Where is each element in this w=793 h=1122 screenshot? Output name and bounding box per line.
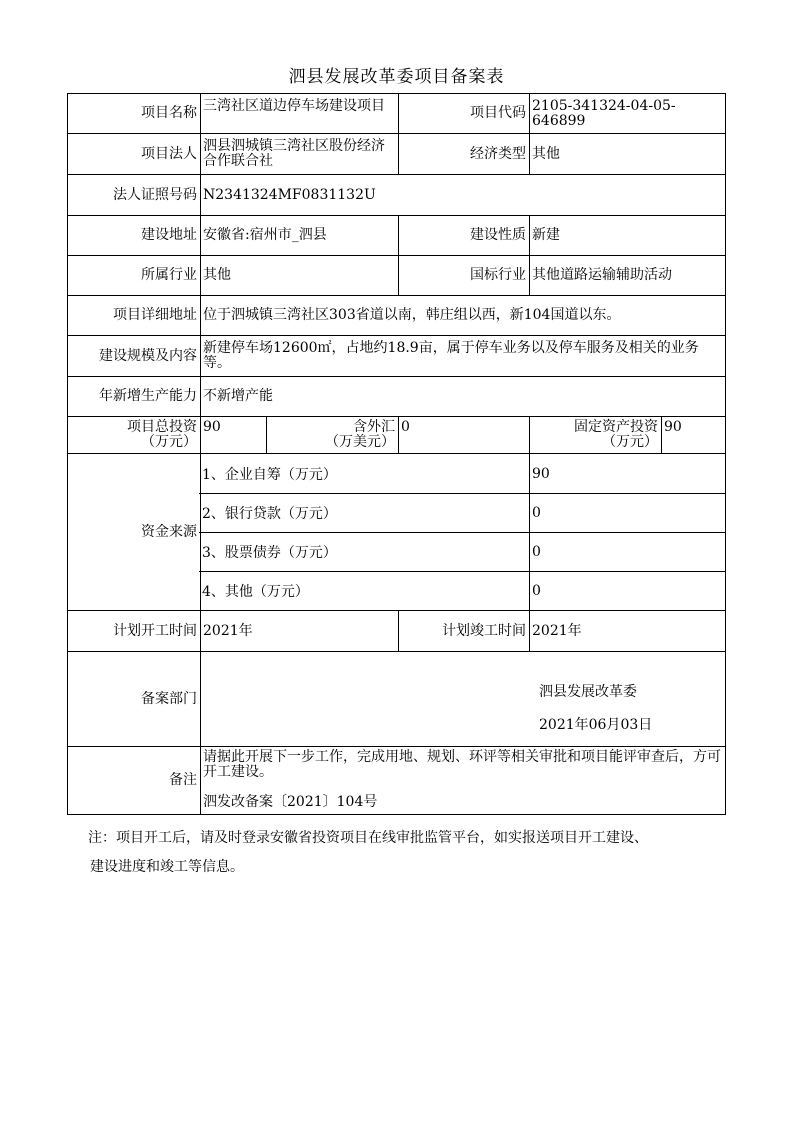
remark-number: 泗发改备案〔2021〕104号 [203, 794, 378, 810]
remark-label: 备注 [169, 772, 197, 788]
row-detail-address [67, 296, 726, 336]
economy-type-label: 经济类型 [398, 134, 529, 174]
funding-item-value: 90 [529, 454, 725, 493]
std-industry-value: 其他道路运输辅助活动 [529, 256, 725, 295]
industry-value: 其他 [200, 256, 398, 295]
funding-item [199, 494, 725, 533]
economy-type-value: 其他 [529, 134, 725, 174]
site-value: 安徽省:宿州市_泗县 [200, 216, 398, 255]
start-time-value: 2021年 [200, 611, 398, 651]
row-investment [67, 417, 726, 454]
department-date: 2021年06月03日 [539, 717, 653, 733]
legal-person-value: 泗县泗城镇三湾社区股份经济合作联合社 [200, 134, 398, 174]
license-value: N2341324MF0831132U [200, 175, 725, 215]
std-industry-label: 国标行业 [398, 256, 529, 295]
funding-item-label: 2、银行贷款（万元） [202, 506, 337, 522]
capacity-value: 不新增产能 [200, 377, 725, 416]
row-scale [67, 336, 726, 377]
funding-item-value: 0 [529, 494, 725, 532]
row-remark [67, 747, 726, 815]
row-department [67, 652, 726, 747]
footnote-line-2: 建设进度和竣工等信息。 [90, 859, 244, 875]
capacity-label: 年新增生产能力 [99, 388, 197, 404]
funding-label: 资金来源 [141, 523, 197, 540]
row-industry [67, 256, 726, 296]
page-title: 泗县发展改革委项目备案表 [288, 67, 505, 87]
forex-label [266, 417, 398, 453]
fixed-investment-label [529, 417, 661, 453]
detail-address-label: 项目详细地址 [113, 307, 197, 323]
department-name: 泗县发展改革委 [539, 684, 637, 700]
footnote-line-1: 注：项目开工后，请及时登录安徽省投资项目在线审批监管平台，如实报送项目开工建设、 [88, 830, 648, 846]
footnote [90, 824, 740, 882]
funding-item-label: 1、企业自筹（万元） [202, 466, 337, 483]
row-license [67, 175, 726, 216]
funding-item [199, 533, 725, 572]
row-legal-person [67, 134, 726, 175]
total-investment-label-line1: 项目总投资 [127, 419, 197, 435]
total-investment-value: 90 [200, 417, 266, 453]
finish-time-label: 计划竣工时间 [398, 611, 529, 651]
fixed-investment-value: 90 [661, 417, 725, 453]
funding-item [199, 454, 725, 494]
industry-label: 所属行业 [141, 267, 197, 283]
total-investment-label [68, 417, 200, 453]
funding-item-value: 0 [529, 572, 725, 610]
license-label: 法人证照号码 [113, 186, 197, 203]
row-project-name [67, 93, 726, 134]
total-investment-label-line2: （万元） [141, 434, 197, 450]
project-code-label: 项目代码 [398, 94, 529, 133]
nature-label: 建设性质 [398, 216, 529, 255]
row-site [67, 216, 726, 256]
row-capacity [67, 377, 726, 417]
forex-label-line1: 含外汇 [353, 419, 395, 435]
fixed-investment-label-line2: （万元） [602, 434, 658, 450]
funding-item-label: 4、其他（万元） [202, 584, 309, 600]
forex-value: 0 [398, 417, 529, 453]
finish-time-value: 2021年 [529, 611, 725, 651]
department-label: 备案部门 [141, 690, 197, 707]
forex-label-line2: （万美元） [325, 434, 395, 450]
project-code-value: 2105-341324-04-05-646899 [529, 94, 725, 133]
fixed-investment-label-line1: 固定资产投资 [574, 419, 658, 435]
funding-item-label: 3、股票债券（万元） [202, 545, 337, 561]
project-name-label: 项目名称 [141, 105, 197, 121]
remark-box [200, 747, 725, 814]
department-box [200, 652, 725, 746]
detail-address-value: 位于泗城镇三湾社区303省道以南，韩庄组以西，新104国道以东。 [200, 296, 725, 335]
funding-item-value: 0 [529, 533, 725, 571]
site-label: 建设地址 [141, 227, 197, 243]
scale-value: 新建停车场12600㎡，占地约18.9亩，属于停车业务以及停车服务及相关的业务等。 [200, 336, 725, 376]
nature-value: 新建 [529, 216, 725, 255]
row-schedule [67, 611, 726, 652]
scale-label: 建设规模及内容 [99, 347, 197, 364]
remark-text: 请据此开展下一步工作，完成用地、规划、环评等相关审批和项目能评审查后，方可开工建设。 [203, 749, 721, 780]
project-name-value: 三湾社区道边停车场建设项目 [200, 94, 398, 133]
row-funding [67, 454, 726, 611]
start-time-label: 计划开工时间 [113, 622, 197, 639]
legal-person-label: 项目法人 [141, 145, 197, 162]
funding-item [199, 572, 725, 610]
